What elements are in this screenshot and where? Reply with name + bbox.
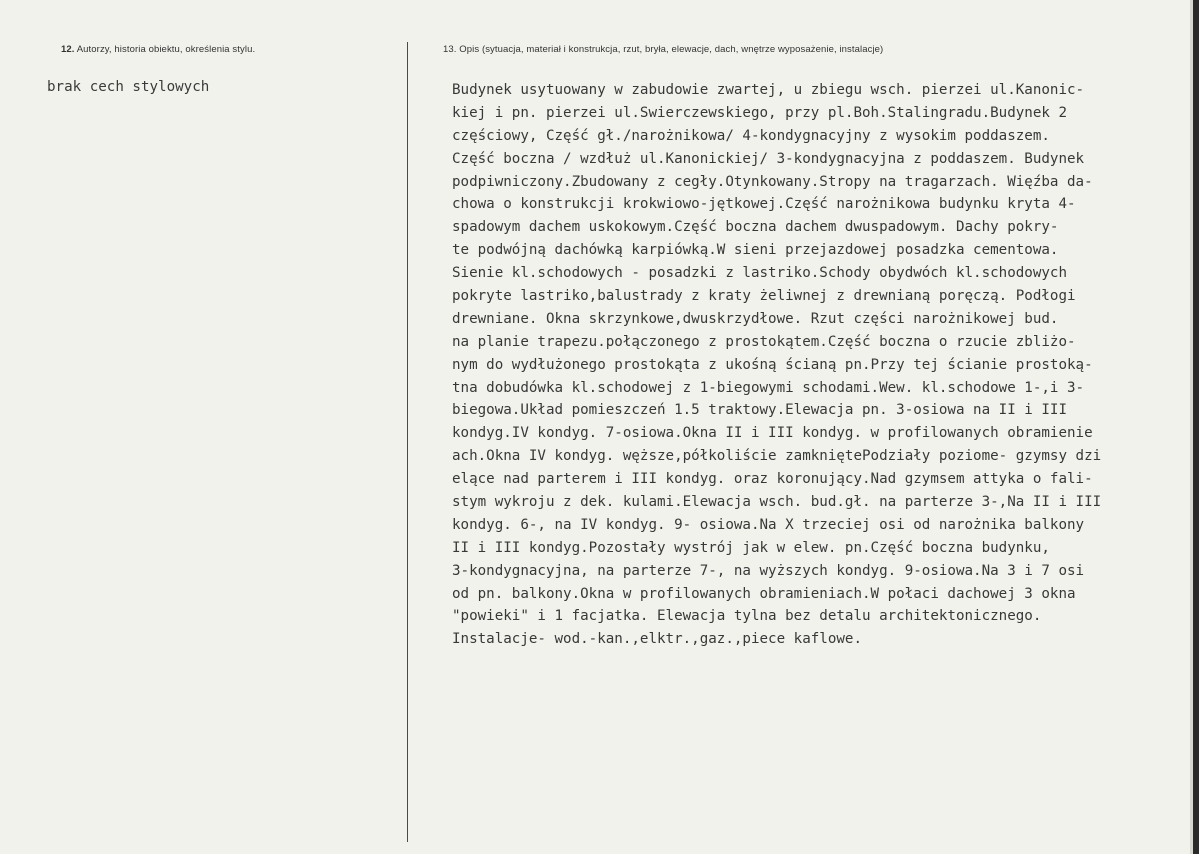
description-line: stym wykroju z dek. kulami.Elewacja wsch. bud.gł. na parterze 3-,Na II i III xyxy=(452,494,1102,511)
description-line: podpiwniczony.Zbudowany z cegły.Otynkowany.Stropy na tragarzach. Więźba da- xyxy=(452,173,1093,190)
right-heading-title: Opis (sytuacja, materiał i konstrukcja, rzut, bryła, elewacje, dach, wnętrze wyposażenie, instalacje) xyxy=(459,44,884,55)
description-line: Część boczna / wzdłuż ul.Kanonickiej/ 3-kondygnacyjna z poddaszem. Budynek xyxy=(452,150,1085,167)
description-line: od pn. balkony.Okna w profilowanych obramieniach.W połaci dachowej 3 okna xyxy=(452,585,1076,602)
description-line: spadowym dachem uskokowym.Część boczna dachem dwuspadowym. Dachy pokry- xyxy=(452,219,1059,236)
description-line: nym do wydłużonego prostokąta z ukośną ścianą pn.Przy tej ścianie prostoką- xyxy=(452,356,1093,373)
description-line: te podwójną dachówką karpiówką.W sieni przejazdowej posadzka cementowa. xyxy=(452,242,1059,259)
description-line: pokryte lastriko,balustrady z kraty żeliwnej z drewnianą poręczą. Podłogi xyxy=(452,288,1076,305)
right-heading-number: 13. xyxy=(443,44,457,55)
left-column-heading xyxy=(61,44,255,55)
style-description: brak cech stylowych xyxy=(47,79,210,95)
description-line: częściowy, Część gł./narożnikowa/ 4-kondygnacyjny z wysokim poddaszem. xyxy=(452,127,1050,144)
description-line: elące nad parterem i III kondyg. oraz koronujący.Nad gzymsem attyka o fali- xyxy=(452,471,1093,488)
description-line: 3-kondygnacyjna, na parterze 7-, na wyższych kondyg. 9-osiowa.Na 3 i 7 osi xyxy=(452,562,1085,579)
description-line: Budynek usytuowany w zabudowie zwartej, u zbiegu wsch. pierzei ul.Kanonic- xyxy=(452,82,1085,98)
description-line: drewniane. Okna skrzynkowe,dwuskrzydłowe. Rzut części narożnikowej bud. xyxy=(452,310,1059,327)
right-column-heading xyxy=(443,44,883,55)
building-description xyxy=(452,79,1190,651)
description-line: kondyg.IV kondyg. 7-osiowa.Okna II i III kondyg. w profilowanych obramienie xyxy=(452,425,1093,442)
column-divider xyxy=(407,42,408,842)
description-line: biegowa.Układ pomieszczeń 1.5 traktowy.Elewacja pn. 3-osiowa na II i III xyxy=(452,402,1067,419)
description-line: chowa o konstrukcji krokwiowo-jętkowej.Część narożnikowa budynku kryta 4- xyxy=(452,196,1076,213)
description-line: na planie trapezu.połączonego z prostokątem.Część boczna o rzucie zbliżo- xyxy=(452,333,1076,350)
page-edge xyxy=(1193,0,1199,854)
description-line: Sienie kl.schodowych - posadzki z lastriko.Schody obydwóch kl.schodowych xyxy=(452,265,1067,282)
left-heading-number: 12. xyxy=(61,44,75,55)
description-line: kondyg. 6-, na IV kondyg. 9- osiowa.Na X trzeciej osi od narożnika balkony xyxy=(452,516,1085,533)
description-line: ach.Okna IV kondyg. węższe,półkoliście zamkniętePodziały poziome- gzymsy dzi xyxy=(452,448,1102,465)
description-line: Instalacje- wod.-kan.,elktr.,gaz.,piece kaflowe. xyxy=(452,631,862,648)
description-line: "powieki" i 1 facjatka. Elewacja tylna bez detalu architektonicznego. xyxy=(452,608,1042,625)
left-heading-title: Autorzy, historia obiektu, określenia stylu. xyxy=(76,44,256,55)
description-line: kiej i pn. pierzei ul.Swierczewskiego, przy pl.Boh.Stalingradu.Budynek 2 xyxy=(452,104,1067,121)
description-line: II i III kondyg.Pozostały wystrój jak w elew. pn.Część boczna budynku, xyxy=(452,539,1050,556)
description-line: tna dobudówka kl.schodowej z 1-biegowymi schodami.Wew. kl.schodowe 1-,i 3- xyxy=(452,379,1085,396)
